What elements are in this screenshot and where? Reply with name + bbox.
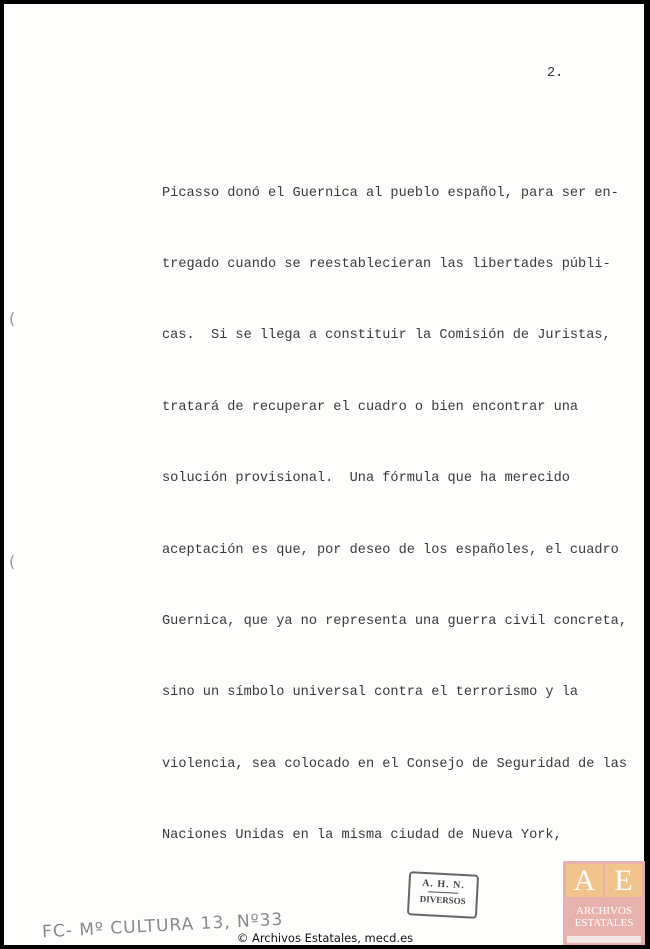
logo-text [563,905,645,929]
archivos-estatales-logo [563,861,645,945]
logo-text-line: ARCHIVOS [575,905,633,917]
page-number: 2. [547,66,564,81]
handwritten-reference: FC- Mº CULTURA 13, Nº33 [41,909,284,943]
logo-letter: E [605,864,642,897]
body-line: Picasso donó el Guernica al pueblo español, para ser en- [162,185,619,201]
logo-letter: A [566,864,603,897]
logo-text-line: ESTATALES [574,917,634,929]
stamp-line-2: DIVERSOS [419,893,466,907]
logo-ministry-bar [567,936,641,943]
body-line: aceptación es que, por deseo de los españoles, el cuadro [162,542,619,558]
body-line: tratará de recuperar el cuadro o bien encontrar una [162,399,579,415]
archive-stamp [407,871,479,919]
body-line: solución provisional. Una fórmula que ha merecido [162,471,570,487]
body-line: violencia, sea colocado en el Consejo de Seguridad de las [162,756,627,772]
body-line: Guernica, que ya no representa una guerra civil concreta, [162,613,627,629]
body-line: sino un símbolo universal contra el terrorismo y la [162,685,579,701]
stamp-line-1: A. H. N. [421,877,466,892]
copyright-notice: © Archivos Estatales, mecd.es [236,931,414,945]
document-body [162,134,627,896]
document-page [4,4,644,945]
punch-hole-mark: ( [9,552,16,571]
body-line: Naciones Unidas en la misma ciudad de Nueva York, [162,828,562,844]
body-line: cas. Si se llega a constituir la Comisión de Juristas, [162,328,611,344]
body-line: tregado cuando se reestablecieran las libertades públi- [162,256,611,272]
punch-hole-mark: ( [9,309,16,328]
